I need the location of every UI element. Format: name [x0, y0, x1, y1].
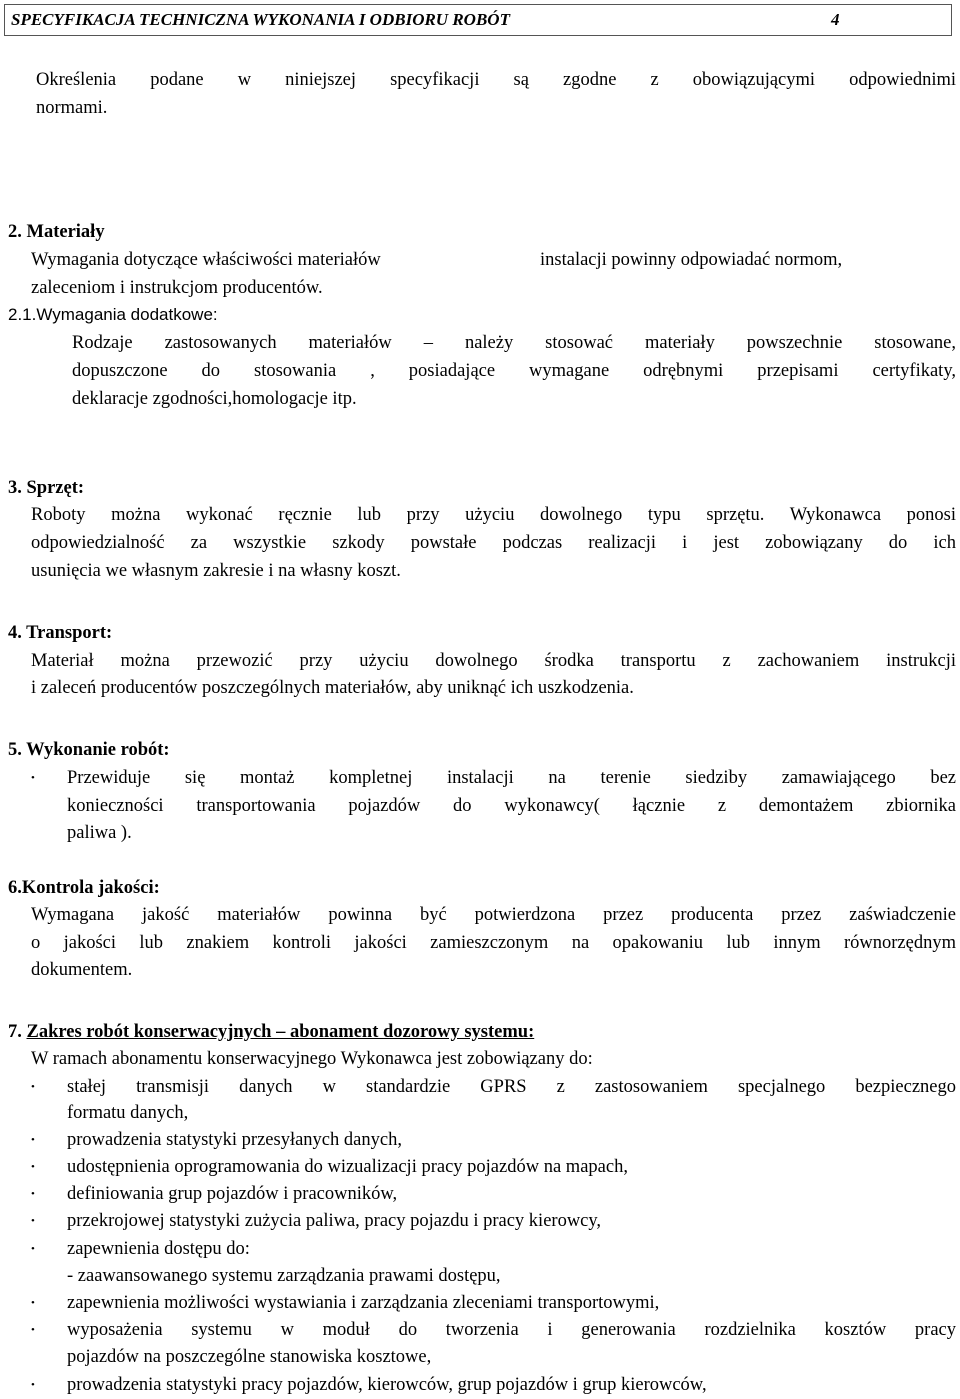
page-header [4, 4, 952, 36]
section-7-heading [8, 1018, 534, 1046]
section-2-number: 2. [8, 222, 22, 242]
list-item-2: prowadzenia statystyki przesyłanych danych, [67, 1130, 402, 1150]
list-item-1-line-2: formatu danych, [67, 1103, 189, 1123]
section-5-line-3: paliwa ). [67, 823, 132, 843]
section-6-number: 6. [8, 878, 22, 898]
subsection-2-1-line-1: Rodzaje zastosowanych materiałów – należy stosować materiały powszechnie stosowane, [72, 333, 956, 353]
list-item-8-line-1: wyposażenia systemu w moduł do tworzenia i generowania rozdzielnika kosztów pracy [67, 1320, 956, 1340]
section-5-number: 5. [8, 740, 22, 760]
section-4-line-1: Materiał można przewozić przy użyciu dowolnego środka transportu z zachowaniem instrukcji [31, 651, 956, 671]
list-item-5: przekrojowej statystyki zużycia paliwa, pracy pojazdu i pracy kierowcy, [67, 1211, 602, 1231]
section-7-title: Zakres robót konserwacyjnych – abonament dozorowy systemu: [26, 1022, 535, 1042]
list-item-1-line-1: stałej transmisji danych w standardzie GPRS z zastosowaniem specjalnego bezpiecznego [67, 1077, 956, 1097]
bullet-icon: • [31, 1161, 35, 1173]
intro-line-2: normami. [36, 98, 108, 118]
list-item-9: prowadzenia statystyki pracy pojazdów, kierowców, grup pojazdów i grup kierowców, [67, 1375, 707, 1395]
header-title: SPECYFIKACJA TECHNICZNA WYKONANIA I ODBIORU ROBÓT [11, 10, 510, 29]
intro-line-1: Określenia podane w niniejszej specyfikacji są zgodne z obowiązującymi odpowiednimi [36, 70, 956, 90]
section-3-line-3: usunięcia we własnym zakresie i na własny koszt. [31, 561, 401, 581]
bullet-icon: • [31, 772, 35, 784]
section-7-number: 7. [8, 1022, 22, 1042]
section-2-line-1b: instalacji powinny odpowiadać normom, [540, 250, 843, 270]
section-5-line-1: Przewiduje się montaż kompletnej instalacji na terenie siedziby zamawiającego bez [67, 768, 956, 788]
list-item-6: zapewnienia dostępu do: [67, 1239, 250, 1259]
bullet-icon: • [31, 1188, 35, 1200]
bullet-icon: • [31, 1243, 35, 1255]
section-3-line-2: odpowiedzialność za wszystkie szkody powstałe podczas realizacji i jest zobowiązany do ich [31, 533, 956, 553]
section-3-line-1: Roboty można wykonać ręcznie lub przy użyciu dowolnego typu sprzętu. Wykonawca ponosi [31, 505, 956, 525]
section-3-title: Sprzęt: [26, 478, 85, 498]
bullet-icon: • [31, 1324, 35, 1336]
subsection-2-1-title: 2.1.Wymagania dodatkowe: [8, 305, 218, 324]
list-item-8-line-2: pojazdów na poszczególne stanowiska kosztowe, [67, 1347, 432, 1367]
section-5-heading [8, 736, 170, 764]
section-5-title: Wykonanie robót: [26, 740, 170, 760]
section-2-line-2: zaleceniom i instrukcjom producentów. [31, 278, 323, 298]
section-2-line-1a: Wymagania dotyczące właściwości materiałów [31, 250, 381, 270]
section-7-intro: W ramach abonamentu konserwacyjnego Wykonawca jest zobowiązany do: [31, 1049, 593, 1069]
section-4-title: Transport: [26, 623, 113, 643]
section-4-line-2: i zaleceń producentów poszczególnych materiałów, aby uniknąć ich uszkodzenia. [31, 678, 634, 698]
bullet-icon: • [31, 1379, 35, 1391]
section-6-title: Kontrola jakości: [21, 878, 160, 898]
subsection-2-1-line-3: deklaracje zgodności,homologacje itp. [72, 389, 357, 409]
section-4-heading [8, 619, 112, 647]
section-6-line-1: Wymagana jakość materiałów powinna być potwierdzona przez producenta przez zaświadczenie [31, 905, 956, 925]
section-4-number: 4. [8, 623, 22, 643]
bullet-icon: • [31, 1215, 35, 1227]
section-2-heading [8, 218, 105, 246]
bullet-icon: • [31, 1081, 35, 1093]
section-3-heading [8, 474, 84, 502]
section-3-number: 3. [8, 478, 22, 498]
section-6-line-3: dokumentem. [31, 960, 133, 980]
section-6-line-2: o jakości lub znakiem kontroli jakości zamieszczonym na opakowaniu lub innym równorzędnym [31, 933, 956, 953]
bullet-icon: • [31, 1297, 35, 1309]
page-number: 4 [831, 10, 840, 29]
list-item-3: udostępnienia oprogramowania do wizualizacji pracy pojazdów na mapach, [67, 1157, 628, 1177]
list-item-4: definiowania grup pojazdów i pracowników, [67, 1184, 398, 1204]
section-6-heading [8, 874, 160, 902]
bullet-icon: • [31, 1134, 35, 1146]
section-5-line-2: konieczności transportowania pojazdów do wykonawcy( łącznie z demontażem zbiornika [67, 796, 956, 816]
section-2-title: Materiały [26, 222, 105, 242]
list-item-7: zapewnienia możliwości wystawiania i zarządzania zleceniami transportowymi, [67, 1293, 660, 1313]
subsection-2-1-line-2: dopuszczone do stosowania , posiadające wymagane odrębnymi przepisami certyfikaty, [72, 361, 956, 381]
list-item-6-sub: - zaawansowanego systemu zarządzania prawami dostępu, [67, 1266, 501, 1286]
